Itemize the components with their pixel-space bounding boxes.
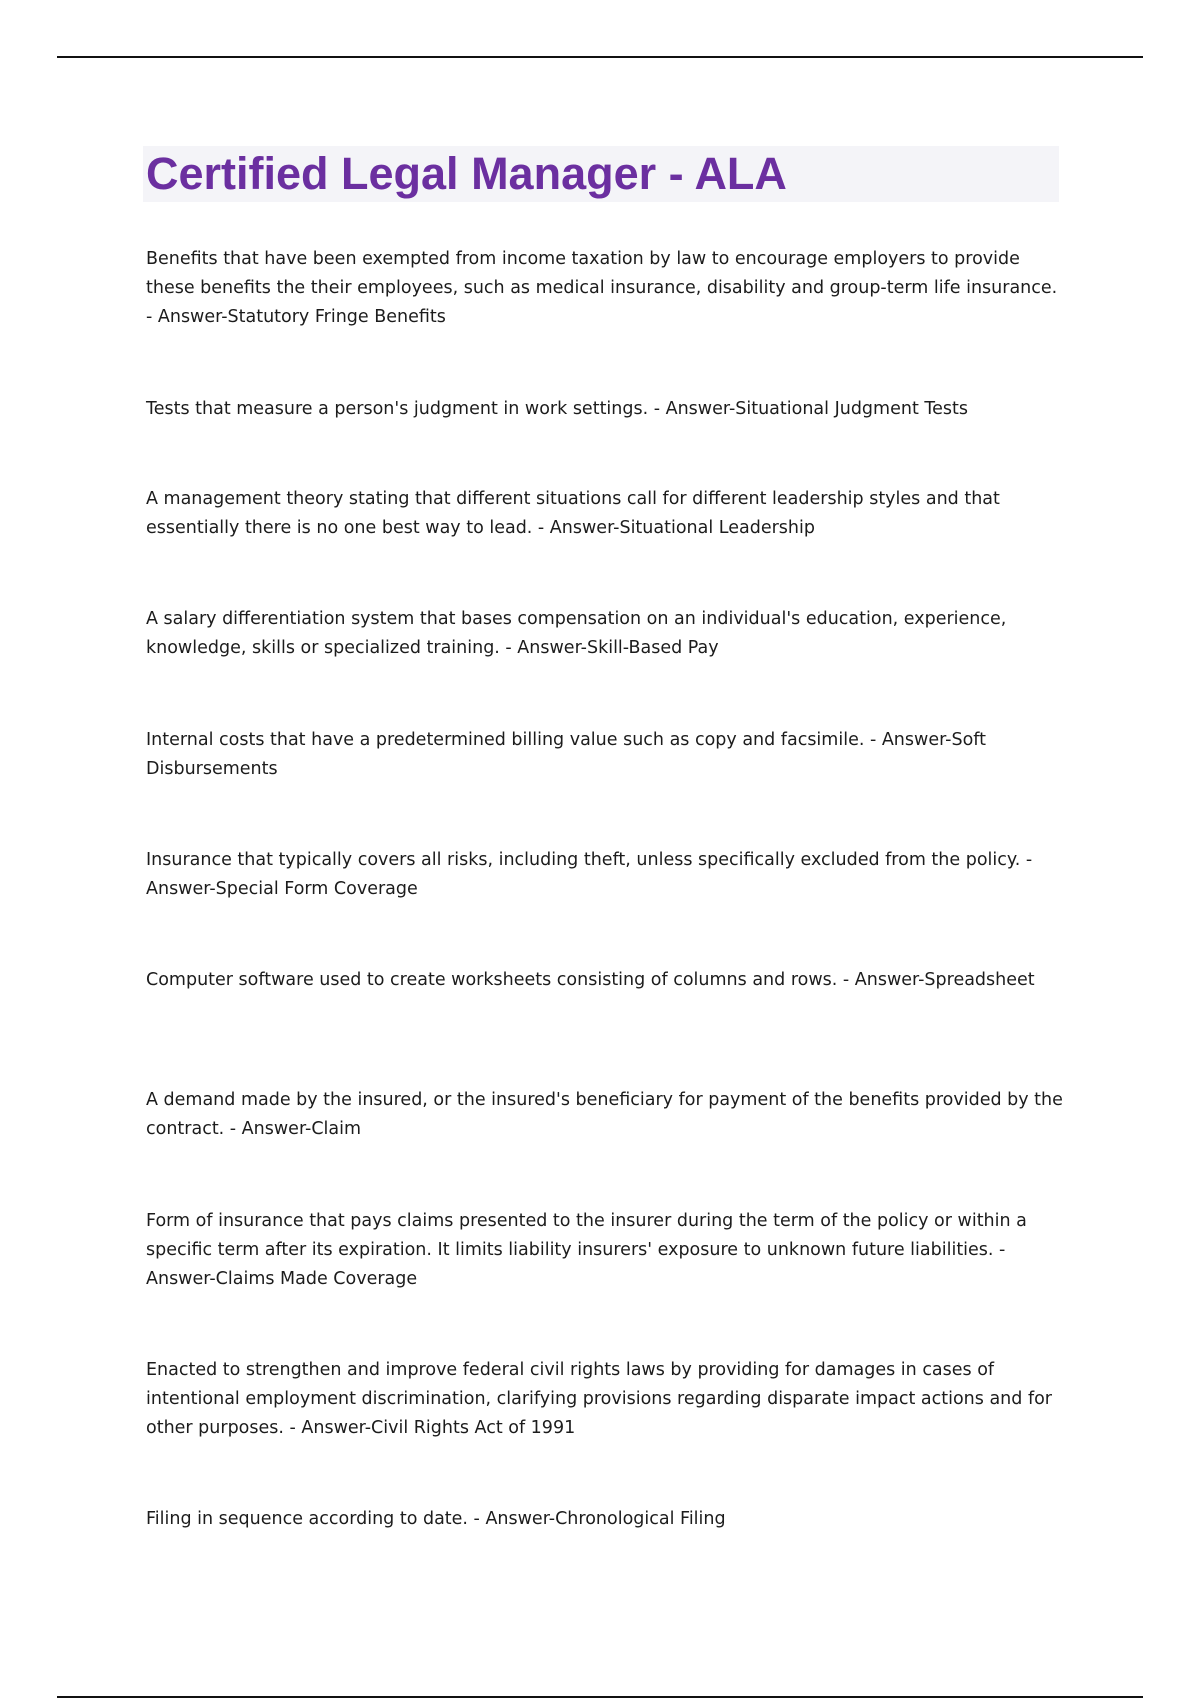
title-band [143, 146, 1059, 202]
qa-entry-soft-disbursements: Internal costs that have a predetermined billing value such as copy and facsimile. - Answer-Soft Disbursements [146, 730, 987, 779]
qa-entry-spreadsheet: Computer software used to create worksheets consisting of columns and rows. - Answer-Spreadsheet [146, 970, 1035, 990]
qa-entry-situational-judgment-tests: Tests that measure a person's judgment in work settings. - Answer-Situational Judgment Tests [146, 399, 968, 419]
qa-entry-civil-rights-act-1991: Enacted to strengthen and improve federal civil rights laws by providing for damages in cases of intentional employment discrimination, clarifying provisions regarding disparate impact actions and for other purposes. - Answer-Civil Rights Act of 1991 [146, 1360, 1053, 1438]
footer-rule [57, 1696, 1143, 1698]
document-title: Certified Legal Manager - ALA [146, 148, 787, 199]
qa-entry-special-form-coverage: Insurance that typically covers all risks, including theft, unless specifically excluded from the policy. - Answer-Special Form Coverage [146, 850, 1033, 899]
qa-entry-skill-based-pay: A salary differentiation system that bases compensation on an individual's education, experience, knowledge, skills or specialized training. - Answer-Skill-Based Pay [146, 609, 1007, 658]
qa-entry-statutory-fringe-benefits: Benefits that have been exempted from income taxation by law to encourage employers to provide these benefits the their employees, such as medical insurance, disability and group-term life insurance. - Answer-Statutory Fringe Benefits [146, 249, 1058, 327]
qa-entry-chronological-filing: Filing in sequence according to date. - Answer-Chronological Filing [146, 1509, 726, 1529]
qa-entry-situational-leadership: A management theory stating that different situations call for different leadership styles and that essentially there is no one best way to lead. - Answer-Situational Leadership [146, 489, 1000, 538]
qa-entry-claim: A demand made by the insured, or the insured's beneficiary for payment of the benefits provided by the contract. - Answer-Claim [146, 1090, 1063, 1139]
header-rule [57, 56, 1143, 58]
qa-entry-claims-made-coverage: Form of insurance that pays claims presented to the insurer during the term of the policy or within a specific term after its expiration. It limits liability insurers' exposure to unknown future liabilities. - Answer-Claims Made Coverage [146, 1211, 1027, 1289]
